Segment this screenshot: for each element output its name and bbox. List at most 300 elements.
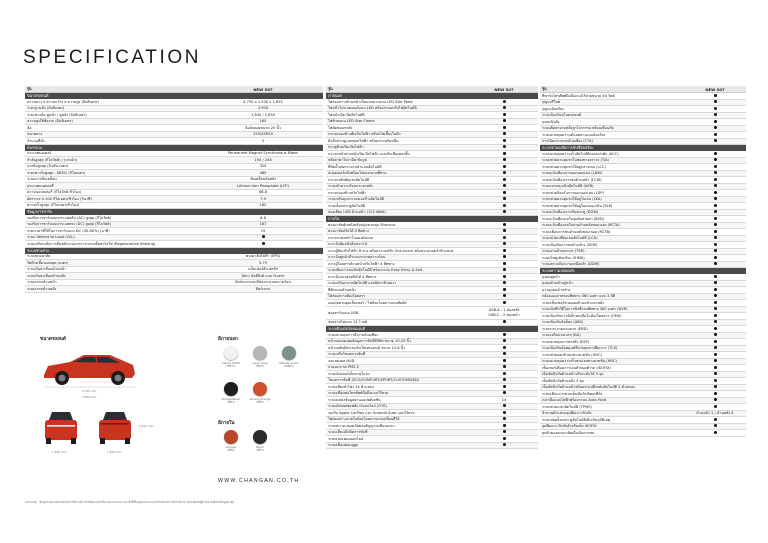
spec-value <box>470 100 538 104</box>
standard-feature-dot-icon <box>503 346 506 349</box>
spec-label: มือจับประตูแบบซ่อนไฟฟ้า พร้อมระบบกันหนีบ <box>328 138 399 143</box>
spec-label: จำนวนตำแหน่งจุดยึดเบาะนิรภัย <box>542 411 592 416</box>
standard-feature-dot-icon <box>714 152 717 155</box>
color-swatch[interactable] <box>224 346 238 360</box>
standard-feature-dot-icon <box>714 281 717 284</box>
car-rear-view-image <box>96 408 134 448</box>
spec-label: กระจกมองข้างปรับไฟฟ้า <box>328 190 367 195</box>
spec-label: กล้องมองภาพรอบทิศทาง 360 องศา แบบ 3 มิติ <box>542 294 616 299</box>
spec-value: Lithium Iron Phosphate (LFP) <box>237 183 289 188</box>
color-option[interactable] <box>220 430 242 452</box>
spec-label: ระบบเบรกฉุกเฉินอัตโนมัติ (AEB) <box>542 184 594 189</box>
spec-value <box>684 372 746 376</box>
spec-label: กรองอากาศ PM2.5 <box>328 365 359 370</box>
standard-feature-dot-icon <box>503 417 506 420</box>
spec-label: ระบบติดตามรถหลังถูกโจรกรรม พร้อมเตือนภัย <box>542 126 614 131</box>
spec-label: ระบบกันสะเทือนด้านหลัง <box>27 273 66 278</box>
spec-label: ระบบควบคุมการทรงตัว (ESP) <box>542 339 590 344</box>
spec-label: ที่พักแขนด้านหน้า <box>328 287 356 292</box>
standard-feature-dot-icon <box>714 217 717 220</box>
section-heading: ระบบอินเตอร์เทนเมนต์ <box>326 326 538 332</box>
spec-value <box>684 113 746 117</box>
model-label: รุ่น <box>542 86 547 91</box>
color-option[interactable] <box>220 382 242 404</box>
spec-label: กระจกมองข้างพับเก็บไฟฟ้า พร้อมไฟเลี้ยวในตัว <box>328 132 401 137</box>
model-value: NEW S07 <box>494 86 514 92</box>
spec-value <box>684 320 746 324</box>
spec-value: อิสระ มัลติลิงค์ แบบ H-arm <box>241 273 285 278</box>
spec-label: กระจกหลังตัดแสงอัตโนมัติ <box>328 177 370 182</box>
spec-value <box>470 308 538 317</box>
spec-value <box>684 366 746 370</box>
color-tag: (สีส้ม) <box>256 399 264 404</box>
standard-feature-dot-icon <box>714 236 717 239</box>
spec-value: ด้านหน้า 2 / ด้านหลัง 4 <box>696 411 734 416</box>
spec-label: ที่ชาร์จโทรศัพท์มือถือแบบไร้สายขนาด 40 วัตต์ <box>542 93 615 98</box>
spec-label: ม่านถุงลมด้านข้าง <box>542 287 571 292</box>
standard-feature-dot-icon <box>714 405 717 408</box>
spec-label: ระบบควบคุมความดันลมยางแบบอัจฉริยะ <box>542 132 606 137</box>
spec-value <box>470 152 538 156</box>
spec-label: ถุงลมนิรภัย <box>542 119 560 124</box>
footnote: หมายเหตุ : ข้อมูลรายละเอียดในเอกสารนี้อาจมีการเปลี่ยนแปลงได้ตามความเหมาะสม ทั้งนี้ขึ้นอยู่กับรุ่นและอุปกรณ์ของตัวรถที่จำหน่าย กรุณาติดต่อผู้จำหน่ายเพื่อรับข้อมูลล่าสุด <box>25 500 235 504</box>
standard-feature-dot-icon <box>503 385 506 388</box>
spec-label: ระยะเวลาที่ใช้ในการชาร์จแบบ DC (30-80%) (นาที) <box>27 228 110 233</box>
spec-value <box>684 340 746 344</box>
spec-label: ระบบทำความร้อนกระจกหลัง <box>328 184 373 189</box>
spec-label: เบาะนั่งคู่หน้ามีระบบระบายความร้อน <box>328 255 386 260</box>
spec-value <box>470 171 538 175</box>
spec-value <box>684 275 746 279</box>
standard-feature-dot-icon <box>503 443 506 446</box>
spec-value <box>470 378 538 382</box>
spec-value <box>684 301 746 305</box>
spec-label: ระบบพับเบาะคนขับอัตโนมัติ พร้อมระบบ Easy Entry & Exit <box>328 268 423 273</box>
model-value: NEW S07 <box>705 86 725 92</box>
color-option[interactable] <box>249 382 271 404</box>
spec-label: ระยะห่างล้อ คู่หน้า / คู่หลัง (มิลลิเมตร) <box>27 112 87 117</box>
standard-feature-dot-icon <box>503 210 506 213</box>
section-heading: สมรรถนะ <box>25 145 323 151</box>
spec-value <box>470 210 538 214</box>
section-heading: ระบบความปลอดภัย <box>540 268 746 274</box>
standard-feature-dot-icon <box>714 197 717 200</box>
spec-label: ถุงลมด้านข้างคู่หน้า <box>542 281 573 286</box>
spec-label: รองรับ Apple CarPlay และ Android Auto แบบไร้สาย <box>328 410 415 415</box>
spec-label: ที่ปัดน้ำฝนกระจกหน้าแบบอัตโนมัติ <box>328 164 382 169</box>
spec-label: เบาะผู้โดยสารด้านหน้าปรับไฟฟ้า 4 ทิศทาง <box>328 261 395 266</box>
spec-value <box>684 256 746 260</box>
standard-feature-dot-icon <box>714 340 717 343</box>
spec-value <box>684 217 746 221</box>
standard-feature-dot-icon <box>503 100 506 103</box>
spec-value <box>470 372 538 376</box>
spec-label: ระบบปรับโหมดการขับขี่ <box>328 352 366 357</box>
spec-label: ระบบป้องกันล้อล็อก (ABS) <box>542 320 584 325</box>
spec-value <box>470 424 538 428</box>
spec-label: ความสูงใต้ท้องรถ (มิลลิเมตร) <box>27 119 73 124</box>
interior-colors-heading: สีภายใน <box>218 421 235 426</box>
spec-label: สปอยเลอร์หลังพร้อมไฟเบรกดวงที่สาม <box>328 171 387 176</box>
spec-value <box>470 346 538 350</box>
standard-feature-dot-icon <box>503 152 506 155</box>
spec-label: กุญแจรีโมท <box>542 100 561 105</box>
spec-label: ระบบ Vehicle to Load (V2L) <box>27 235 75 240</box>
spec-label: ไฟส่องสว่างด้านหน้าเป็นแถบยาวแบบ LED Star Petal <box>328 99 413 104</box>
spec-label: ระบบแจ้งเตือนการชนด้านหน้า (FCW) <box>542 177 602 182</box>
wheelbase-dimension: 2,900 mm <box>82 395 97 399</box>
color-name: Black <box>256 444 264 449</box>
standard-feature-dot-icon <box>714 301 717 304</box>
spec-label: พวงมาลัยหุ้มหนังพร้อมปุ่มควบคุม Shortcut <box>328 222 396 227</box>
standard-feature-dot-icon <box>503 204 506 207</box>
spec-label: ระบบควบคุมการสั่งงานด้วยเสียง <box>328 332 378 337</box>
standard-feature-dot-icon <box>714 346 717 349</box>
spec-label: จุดยึดเบาะนิรภัยสำหรับเด็ก ISOFIX <box>542 424 597 429</box>
spec-label: อัตราเร่ง 0-100 กิโลเมตร/ชั่วโมง (วินาที) <box>27 196 92 201</box>
section-heading: ระบบช่วยเหลือการขับขี่อัจฉริยะ <box>540 145 746 151</box>
color-swatch[interactable] <box>253 430 267 444</box>
spec-value <box>684 120 746 124</box>
spec-value <box>470 249 538 253</box>
spec-label: ประเภทมอเตอร์ <box>27 151 52 156</box>
spec-label: ระบบควบคุมความเร็วอัตโนมัติแบบแปรผัน (ACC) <box>542 151 619 156</box>
spec-value <box>470 288 538 292</box>
spec-label: ระบบเสริมแรงเบรก (BA) <box>542 333 581 338</box>
spec-value <box>684 152 746 156</box>
standard-feature-dot-icon <box>714 158 717 161</box>
standard-feature-dot-icon <box>503 424 506 427</box>
standard-feature-dot-icon <box>503 339 506 342</box>
standard-feature-dot-icon <box>714 307 717 310</box>
spec-label: โหมดการขับขี่ (ECO/COMFORT/SPORT/CUSTOMIZED) <box>328 378 420 383</box>
spec-label: ระบบช่วยควบคุมรถให้อยู่กลางเลน (LCC) <box>542 164 606 169</box>
color-tag: (สีเทา) <box>255 363 265 368</box>
spec-row <box>25 286 323 293</box>
standard-feature-dot-icon <box>503 242 506 245</box>
spec-value <box>470 139 538 143</box>
spec-label: ระบบแจ้งเตือนการออกนอกเลน (LDW) <box>542 171 603 176</box>
standard-feature-dot-icon <box>503 301 506 304</box>
spec-value <box>470 359 538 363</box>
standard-feature-dot-icon <box>714 191 717 194</box>
spec-value <box>684 346 746 350</box>
spec-value: พวงมาลัยไฟฟ้า (EPS) <box>245 254 281 259</box>
spec-value <box>684 236 746 240</box>
spec-value <box>684 392 746 396</box>
spec-value: Permanent Magnet Synchronous Motor <box>228 151 298 156</box>
rear-track-dimension: 1,650 mm <box>107 450 122 454</box>
spec-label: หน้าจอแสดงผลข้อมูลการขับขี่ดิจิทัล ขนาด 10.25 นิ้ว <box>328 339 411 344</box>
spec-value <box>470 191 538 195</box>
spec-value <box>470 145 538 149</box>
spec-label: ระบบเซ็นเซอร์ช่วยจอดด้านหน้าและหลัง <box>542 300 604 305</box>
spec-label: ระบบเล่นเพลงออนไลน์ <box>328 436 364 441</box>
spec-table-body <box>540 93 746 437</box>
standard-feature-dot-icon <box>714 385 717 388</box>
color-tag: (สีดำ) <box>227 399 235 404</box>
spec-label: ยุบตัวของพวงมาลัยเมื่อเกิดการชน <box>542 430 595 435</box>
color-swatch[interactable] <box>282 346 296 360</box>
spec-label: ระบบป้องกันการชนด้านข้าง (SEW) <box>542 242 598 247</box>
spec-label: เบรกมือแบบไฟฟ้าพร้อมระบบ Auto Hold <box>542 398 606 403</box>
spec-label: รองรับการชาร์จแบบกระแสสลับ (AC) สูงสุด (กิโลวัตต์) <box>27 215 112 220</box>
section-heading: ภายใน <box>326 216 538 222</box>
spec-value: 167 <box>259 222 267 227</box>
standard-feature-dot-icon <box>503 158 506 161</box>
spec-value <box>684 126 746 130</box>
spec-value <box>684 418 746 422</box>
spec-label: ระบบตรวจจับความเหนื่อยล้า (DDW) <box>542 262 600 267</box>
standard-feature-dot-icon <box>503 288 506 291</box>
spec-label: ระยะฐานล้อ (มิลลิเมตร) <box>27 106 65 111</box>
spec-value: ดิสก์เบรก <box>255 286 271 291</box>
spec-label: กำลังสูงสุด (กิโลวัตต์) / (แรงม้า) <box>27 157 78 162</box>
color-option[interactable] <box>249 346 271 368</box>
spec-label: ไฟส่องสว่างห้องโดยสาร <box>328 294 366 299</box>
spec-value: 320 <box>259 164 267 169</box>
spec-value <box>470 443 538 447</box>
spec-label: ความเร็วสูงสุด (กิโลเมตร/ชั่วโมง) <box>27 203 80 208</box>
standard-feature-dot-icon <box>503 365 506 368</box>
spec-label: ระบบไฟสูงอัจฉริยะ (IHMA) <box>542 255 585 260</box>
spec-value <box>470 242 538 246</box>
spec-label: ระบบอินเทอร์เน็ตภายในรถ <box>328 371 370 376</box>
spec-label: เบาะผู้ขับปรับไฟฟ้า 8 ทาง พร้อมระบบปรับ One-touch พร้อมระบบจดจำตำแหน่ง <box>328 248 454 253</box>
spec-label: ไฟส่องสว่างภายในห้องโดยสารแบบเปลี่ยนสีได้ <box>328 417 400 422</box>
spec-value <box>684 314 746 318</box>
spec-value: 255/45R20 <box>253 132 273 137</box>
spec-value <box>470 301 538 305</box>
spec-value <box>470 262 538 266</box>
spec-value <box>684 385 746 389</box>
spec-label: เบาะนั่งหุ้มหนังสังเคราะห์ <box>328 242 367 247</box>
spec-value <box>470 275 538 279</box>
spec-value <box>470 320 538 324</box>
spec-value-line: USB-C : 2 ช่องหน้า <box>488 312 520 317</box>
spec-value <box>684 178 746 182</box>
spec-value <box>684 307 746 311</box>
spec-value <box>470 404 538 408</box>
color-name: Sunset Orange <box>249 396 271 401</box>
standard-feature-dot-icon <box>503 119 506 122</box>
standard-feature-dot-icon <box>503 411 506 414</box>
spec-value <box>470 113 538 117</box>
standard-feature-dot-icon <box>714 366 717 369</box>
spec-label: การเปิดกระจกรถด้วยเสียง (CTA) <box>542 139 593 144</box>
height-dimension: 1,625 mm <box>139 424 154 428</box>
standard-feature-dot-icon <box>714 178 717 181</box>
spec-value <box>470 339 538 343</box>
spec-label: ช่องชาร์จแบบ USB <box>328 310 359 315</box>
spec-value: 5.75 <box>258 260 267 265</box>
spec-label: ระยะทางวิ่งสูงสุด - NEDC (กิโลเมตร) <box>27 170 86 175</box>
spec-table-body <box>326 93 538 449</box>
spec-value <box>470 119 538 123</box>
spec-label: ระบบอ่านป้ายจราจร (TSR) <box>542 249 585 254</box>
page-title: SPECIFICATION <box>23 47 202 68</box>
spec-label: แรงบิดสูงสุด (นิวตัน-เมตร) <box>27 164 69 169</box>
spec-value <box>684 210 746 214</box>
spec-value <box>684 281 746 285</box>
car-side-view-image <box>40 347 138 389</box>
spec-value <box>470 197 538 201</box>
spec-value: 190 / 258 <box>254 157 272 162</box>
spec-value: ล้ออัลลอยขนาด 20 นิ้ว <box>245 125 281 130</box>
standard-feature-dot-icon <box>714 333 717 336</box>
spec-value <box>684 288 746 292</box>
spec-value <box>470 294 538 298</box>
spec-value <box>203 235 323 239</box>
standard-feature-dot-icon <box>503 165 506 168</box>
spec-value <box>470 132 538 136</box>
spec-label: ถุงลมคู่หน้า <box>542 274 560 279</box>
spec-label: ระบบแจ้งเตือนรถในจุดอับสายตา (BSD) <box>542 216 605 221</box>
standard-feature-dot-icon <box>503 333 506 336</box>
standard-feature-dot-icon <box>503 255 506 258</box>
color-name: Eclipse Black <box>221 396 241 401</box>
spec-label: ระบบเตือนการชนด้านหลังขณะถอย (RCTB) <box>542 229 611 234</box>
spec-label: ระบบช่วยเปลี่ยนเลนอัตโนมัติ (LCA) <box>542 236 598 241</box>
spec-label: ไฟหน้าเปิด-ปิดอัตโนมัติ <box>328 112 365 117</box>
standard-feature-dot-icon <box>503 113 506 116</box>
color-name: Lunar Gray <box>252 360 268 365</box>
spec-value <box>684 191 746 195</box>
spec-label: เซ็นเซอร์เตือนการเอนตัวของตัวรถ (ISOFIX) <box>542 365 611 370</box>
spec-label: ระบบล็อกประตูอัตโนมัติ <box>328 203 366 208</box>
spec-value-line: USB-A : 1 ช่องหลัง <box>488 308 520 312</box>
color-swatch[interactable] <box>224 430 238 444</box>
standard-feature-dot-icon <box>503 223 506 226</box>
spec-row <box>326 307 538 320</box>
spec-label: รัศมีวงเลี้ยวแคบสุด (เมตร) <box>27 260 69 265</box>
standard-feature-dot-icon <box>503 320 506 323</box>
spec-value <box>470 268 538 272</box>
standard-feature-dot-icon <box>714 379 717 382</box>
standard-feature-dot-icon <box>503 178 506 181</box>
spec-value <box>470 281 538 285</box>
spec-value: 7.9 <box>260 196 266 201</box>
website-link[interactable]: WWW.CHANGAN.CO.TH <box>218 478 300 484</box>
spec-value <box>684 184 746 188</box>
spec-label: จอแสดงผล HUD <box>328 358 355 363</box>
spec-value <box>470 352 538 356</box>
standard-feature-dot-icon <box>714 94 717 97</box>
standard-feature-dot-icon <box>503 268 506 271</box>
standard-feature-dot-icon <box>714 184 717 187</box>
standard-feature-dot-icon <box>503 191 506 194</box>
spec-value: 6.6 <box>260 215 266 220</box>
color-option[interactable] <box>278 346 300 368</box>
spec-value <box>684 100 746 104</box>
spec-value <box>470 437 538 441</box>
color-swatch[interactable] <box>253 346 267 360</box>
standard-feature-dot-icon <box>262 235 265 238</box>
spec-value: 2,900 <box>257 106 269 111</box>
spec-label: ระบบควบคุมความเร็วขณะลงทางลาดชัน (HDC) <box>542 359 618 364</box>
spec-label: เข็มขัดนิรภัยด้านหน้าพร้อมระบบดึงกลับอัตโนมัติ 2 ตำแหน่ง <box>542 385 635 390</box>
standard-feature-dot-icon <box>714 359 717 362</box>
standard-feature-dot-icon <box>714 372 717 375</box>
color-name: Orange <box>225 444 237 449</box>
spec-label: ระบบป้องกันขโมยรถยนต์ <box>542 113 582 118</box>
spec-value <box>470 126 538 130</box>
standard-feature-dot-icon <box>503 437 506 440</box>
standard-feature-dot-icon <box>714 256 717 259</box>
spec-value: 68.8 <box>258 190 267 195</box>
standard-feature-dot-icon <box>714 139 717 142</box>
standard-feature-dot-icon <box>714 398 717 401</box>
standard-feature-dot-icon <box>503 106 506 109</box>
spec-value <box>470 411 538 415</box>
spec-label: เบาะนั่งแถวสองพับได้ 4 ทิศทาง <box>328 274 377 279</box>
spec-label: ระบบเชื่อมต่อโทรศัพท์มือถือแบบไร้สาย <box>328 391 389 396</box>
color-option[interactable] <box>249 430 271 452</box>
color-tag: (สีดำ) <box>256 447 264 452</box>
standard-feature-dot-icon <box>714 243 717 246</box>
spec-label: ประตูท้ายเปิด-ปิดไฟฟ้า <box>328 145 364 150</box>
spec-label: ช่องจ่ายไฟแบบ 12 โวลต์ <box>328 320 368 325</box>
spec-value: 485 <box>259 170 267 175</box>
color-swatch[interactable] <box>224 382 238 396</box>
spec-value <box>470 333 538 337</box>
standard-feature-dot-icon <box>714 210 717 213</box>
spec-value <box>203 242 323 246</box>
spec-label: ระบบช่วยควบคุมรถให้อยู่ในเลนฉุกเฉิน (ELK) <box>542 203 613 208</box>
spec-value <box>684 327 746 331</box>
spec-table-body <box>25 93 323 293</box>
spec-value: 5 <box>261 138 265 143</box>
standard-feature-dot-icon <box>503 352 506 355</box>
spec-value <box>684 230 746 234</box>
standard-feature-dot-icon <box>503 145 506 148</box>
spec-value <box>684 94 746 98</box>
standard-feature-dot-icon <box>714 107 717 110</box>
spec-label: กระจกแต่งหน้าในแผงบังแดด <box>328 235 373 240</box>
spec-label: ระบบเตือนการคาดเข็มขัดนิรภัยทุกที่นั่ง <box>542 391 603 396</box>
exterior-colors-heading: สีภายนอก <box>218 337 238 342</box>
color-swatch[interactable] <box>253 382 267 396</box>
spec-value: ดิสก์เบรกแบบมีช่องระบายความร้อน <box>235 280 291 285</box>
standard-feature-dot-icon <box>714 424 717 427</box>
spec-label: ระบบกระจายแรงเบรก (EBD) <box>542 326 588 331</box>
spec-label: ล้อ <box>27 125 32 130</box>
spec-value <box>470 223 538 227</box>
spec-label: รองรับการชาร์จแบบกระแสตรง (DC) สูงสุด (กิโลวัตต์) <box>27 222 111 227</box>
spec-value <box>470 385 538 389</box>
length-dimension: 4,750 mm <box>82 389 97 393</box>
spec-label: ระบบแจ้งเตือนการเปิดประตู (DOW) <box>542 210 599 215</box>
standard-feature-dot-icon <box>714 249 717 252</box>
spec-label: ระบบช่วยป้องกันการออกนอกเลน (LDP) <box>542 190 604 195</box>
section-heading: ภายนอก <box>326 93 538 99</box>
spec-label: ระบบพวงมาลัย <box>27 254 51 259</box>
model-label: รุ่น <box>27 86 32 91</box>
spec-value <box>684 405 746 409</box>
standard-feature-dot-icon <box>714 353 717 356</box>
color-option[interactable] <box>220 346 242 368</box>
spec-value <box>684 204 746 208</box>
spec-column-1 <box>25 86 323 293</box>
spec-label: ระบบช่วยเบรกอัตโนมัติ (TPMS) <box>542 404 592 409</box>
spec-label: ระบบการขับเคลื่อน <box>27 177 57 182</box>
spec-label: ระบบกันสะเทือนด้านหน้า <box>27 267 67 272</box>
standard-feature-dot-icon <box>503 378 506 381</box>
standard-feature-dot-icon <box>503 132 506 135</box>
spec-label: เข็มขัดนิรภัยด้านหน้าปรับระดับได้ 3 จุด <box>542 372 604 377</box>
spec-value <box>684 262 746 266</box>
standard-feature-dot-icon <box>503 249 506 252</box>
